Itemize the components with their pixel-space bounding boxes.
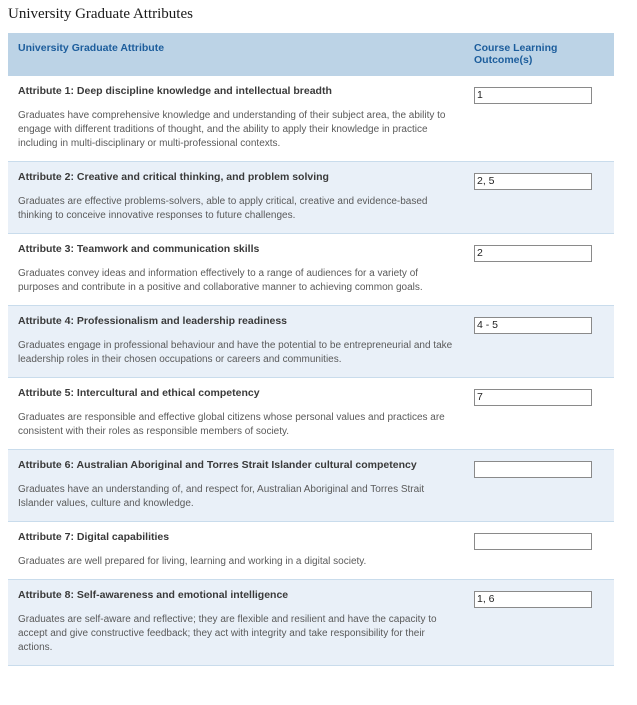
- table-row: [8, 306, 614, 378]
- table-row: [8, 162, 614, 234]
- course-learning-outcome-cell: [468, 76, 614, 162]
- attribute-title: Attribute 7: Digital capabilities: [18, 531, 170, 543]
- attribute-title: Attribute 1: Deep discipline knowledge and intellectual breadth: [18, 85, 332, 97]
- attribute-description: Graduates convey ideas and information effectively to a range of audiences for a variety of purposes and contribute in a positive and collaborative manner to achieving common goals.: [18, 268, 423, 293]
- attribute-cell: [8, 162, 468, 234]
- course-learning-outcome-input[interactable]: [474, 461, 592, 478]
- attribute-cell: [8, 234, 468, 306]
- course-learning-outcome-input[interactable]: [474, 245, 592, 262]
- attribute-cell: [8, 450, 468, 522]
- table-header: [8, 33, 614, 76]
- course-learning-outcome-cell: [468, 580, 614, 666]
- attribute-description: Graduates have comprehensive knowledge and understanding of their subject area, the ability to engage with different traditions of thought, and the ability to apply their knowledge in practice including in multi-disciplinary or multi-professional contexts.: [18, 110, 446, 149]
- course-learning-outcome-cell: [468, 522, 614, 580]
- page-title: University Graduate Attributes: [8, 6, 193, 22]
- attribute-description: Graduates engage in professional behaviour and have the potential to be entrepreneurial and take leadership roles in their chosen occupations or careers and communities.: [18, 340, 453, 365]
- course-learning-outcome-input[interactable]: [474, 173, 592, 190]
- attribute-description: Graduates are responsible and effective global citizens whose personal values and practices are consistent with their roles as responsible members of society.: [18, 412, 445, 437]
- attribute-description: Graduates are effective problems-solvers, able to apply critical, creative and evidence-based thinking to conceive innovative responses to future challenges.: [18, 196, 428, 221]
- course-learning-outcome-cell: [468, 378, 614, 450]
- column-header-attribute: University Graduate Attribute: [18, 42, 165, 54]
- course-learning-outcome-input[interactable]: [474, 317, 592, 334]
- course-learning-outcome-input[interactable]: [474, 87, 592, 104]
- attribute-title: Attribute 2: Creative and critical thinking, and problem solving: [18, 171, 329, 183]
- course-learning-outcome-cell: [468, 306, 614, 378]
- column-header-course-learning-outcome: Course Learning Outcome(s): [474, 42, 558, 66]
- attribute-cell: [8, 522, 468, 580]
- table-row: [8, 450, 614, 522]
- attribute-title: Attribute 5: Intercultural and ethical competency: [18, 387, 260, 399]
- course-learning-outcome-input[interactable]: [474, 591, 592, 608]
- table-body: [8, 76, 614, 666]
- attribute-cell: [8, 580, 468, 666]
- attribute-title: Attribute 6: Australian Aboriginal and Torres Strait Islander cultural competency: [18, 459, 417, 471]
- attribute-cell: [8, 76, 468, 162]
- attribute-title: Attribute 8: Self-awareness and emotional intelligence: [18, 589, 289, 601]
- course-learning-outcome-cell: [468, 450, 614, 522]
- course-learning-outcome-input[interactable]: [474, 389, 592, 406]
- attribute-cell: [8, 378, 468, 450]
- attribute-cell: [8, 306, 468, 378]
- attribute-description: Graduates have an understanding of, and respect for, Australian Aboriginal and Torres Strait Islander values, culture and knowledge.: [18, 484, 425, 509]
- table-row: [8, 522, 614, 580]
- course-learning-outcome-input[interactable]: [474, 533, 592, 550]
- attribute-title: Attribute 3: Teamwork and communication skills: [18, 243, 260, 255]
- course-learning-outcome-cell: [468, 162, 614, 234]
- attribute-description: Graduates are well prepared for living, learning and working in a digital society.: [18, 556, 367, 567]
- attribute-description: Graduates are self-aware and reflective; they are flexible and resilient and have the capacity to accept and give constructive feedback; they act with integrity and take responsibility for their actions.: [18, 614, 437, 653]
- attribute-title: Attribute 4: Professionalism and leadership readiness: [18, 315, 287, 327]
- graduate-attributes-table: [8, 33, 614, 666]
- table-header-row: [8, 33, 614, 76]
- table-row: [8, 76, 614, 162]
- table-row: [8, 580, 614, 666]
- table-row: [8, 378, 614, 450]
- table-row: [8, 234, 614, 306]
- course-learning-outcome-cell: [468, 234, 614, 306]
